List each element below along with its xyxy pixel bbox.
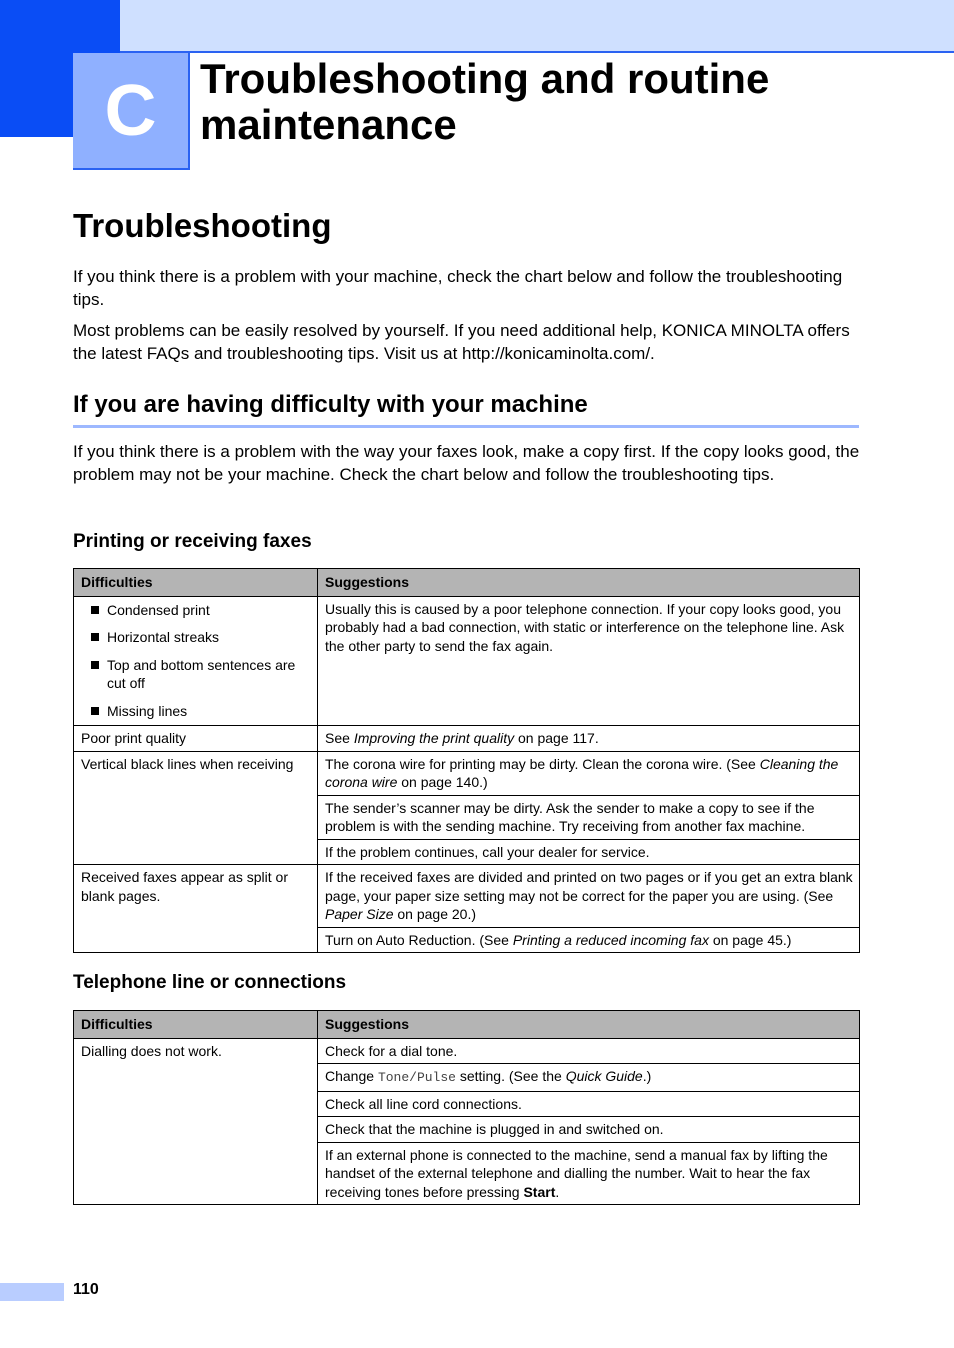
printing-table	[73, 568, 860, 953]
suggestion-cell: Check for a dial tone.	[318, 1038, 860, 1064]
header-difficulties: Difficulties	[74, 1011, 318, 1039]
square-bullet-icon	[91, 633, 99, 641]
header-suggestions: Suggestions	[318, 1011, 860, 1039]
cross-reference: Improving the print quality	[353, 730, 515, 746]
difficulty-cell	[74, 596, 318, 726]
square-bullet-icon	[91, 707, 99, 715]
suggestion-cell: The sender’s scanner may be dirty. Ask the sender to make a copy to see if the problem is with the sending machine. Try receiving from another fax machine.	[318, 795, 860, 839]
header-band	[0, 0, 954, 52]
subsection-title: If you are having difficulty with your machine	[73, 391, 588, 418]
suggestion-cell: Turn on Auto Reduction. (See Printing a reduced incoming fax on page 45.)	[318, 927, 860, 953]
header-difficulties: Difficulties	[74, 569, 318, 597]
chapter-letter-box	[73, 53, 190, 170]
suggestion-cell: If the problem continues, call your dealer for service.	[318, 839, 860, 865]
chapter-title: Troubleshooting and routine maintenance	[200, 55, 770, 148]
suggestion-cell: If the received faxes are divided and printed on two pages or if you get an extra blank page, your paper size setting may not be correct for the paper you are using. (See Paper Size on page 20.)	[318, 865, 860, 928]
subsection-body: If you think there is a problem with the way your faxes look, make a copy first. If the copy looks good, the problem may not be your machine. Check the chart below and follow the troubleshooting tips.	[73, 442, 860, 484]
cross-reference: Printing a reduced incoming fax	[512, 931, 709, 948]
table-row	[74, 1038, 860, 1064]
difficulty-cell: Received faxes appear as split or blank pages.	[74, 865, 318, 953]
difficulty-cell: Poor print quality	[74, 726, 318, 752]
suggestion-cell: Usually this is caused by a poor telephone connection. If your copy looks good, you probably had a bad connection, with static or interference on the telephone line. Ask the other party to send the fax again.	[318, 596, 860, 726]
setting-name: Tone/Pulse	[377, 1070, 456, 1085]
intro-paragraph-2: Most problems can be easily resolved by yourself. If you need additional help, KONICA MINOLTA offers the latest FAQs and troubleshooting tips. Visit us at http://konicaminolta.com/.	[73, 321, 850, 363]
table-row	[74, 596, 860, 726]
table-row	[74, 751, 860, 795]
header-rule	[120, 51, 954, 53]
telephone-heading: Telephone line or connections	[73, 972, 347, 993]
subsection-rule	[73, 425, 859, 428]
list-item: Horizontal streaks	[81, 628, 311, 647]
header-suggestions: Suggestions	[318, 569, 860, 597]
square-bullet-icon	[91, 661, 99, 669]
cross-reference: Cleaning the corona wire	[325, 755, 839, 790]
table-row	[74, 865, 860, 928]
table-row	[74, 726, 860, 752]
suggestion-cell: If an external phone is connected to the machine, send a manual fax by lifting the handset of the external telephone and dialling the number. Wait to hear the fax receiving tones before pressing Start.	[318, 1142, 860, 1205]
suggestion-cell: Check that the machine is plugged in and switched on.	[318, 1117, 860, 1143]
printing-heading: Printing or receiving faxes	[73, 531, 312, 552]
cross-reference: Quick Guide	[565, 1068, 643, 1084]
difficulty-cell: Dialling does not work.	[74, 1038, 318, 1205]
table-header-row	[74, 569, 860, 597]
cross-reference: Paper Size	[325, 906, 394, 922]
page-number-tab	[0, 1283, 64, 1301]
intro-paragraph-1: If you think there is a problem with your machine, check the chart below and follow the troubleshooting tips.	[73, 267, 843, 309]
chapter-letter: C	[104, 70, 157, 151]
suggestion-cell: Check all line cord connections.	[318, 1091, 860, 1117]
suggestion-cell: Change Tone/Pulse setting. (See the Quick Guide.)	[318, 1064, 860, 1092]
list-item: Condensed print	[81, 601, 311, 620]
square-bullet-icon	[91, 606, 99, 614]
section-title: Troubleshooting	[73, 207, 332, 244]
key-name: Start	[523, 1183, 556, 1200]
page-number: 110	[73, 1281, 99, 1298]
difficulty-cell: Vertical black lines when receiving	[74, 751, 318, 865]
symptom-list	[81, 601, 311, 721]
list-item: Missing lines	[81, 702, 311, 721]
suggestion-cell: The corona wire for printing may be dirty. Clean the corona wire. (See Cleaning the corona wire on page 140.)	[318, 751, 860, 795]
table-header-row	[74, 1011, 860, 1039]
list-item: Top and bottom sentences are cut off	[81, 656, 311, 693]
telephone-table	[73, 1010, 860, 1205]
suggestion-cell: See Improving the print quality on page 117.	[318, 726, 860, 752]
